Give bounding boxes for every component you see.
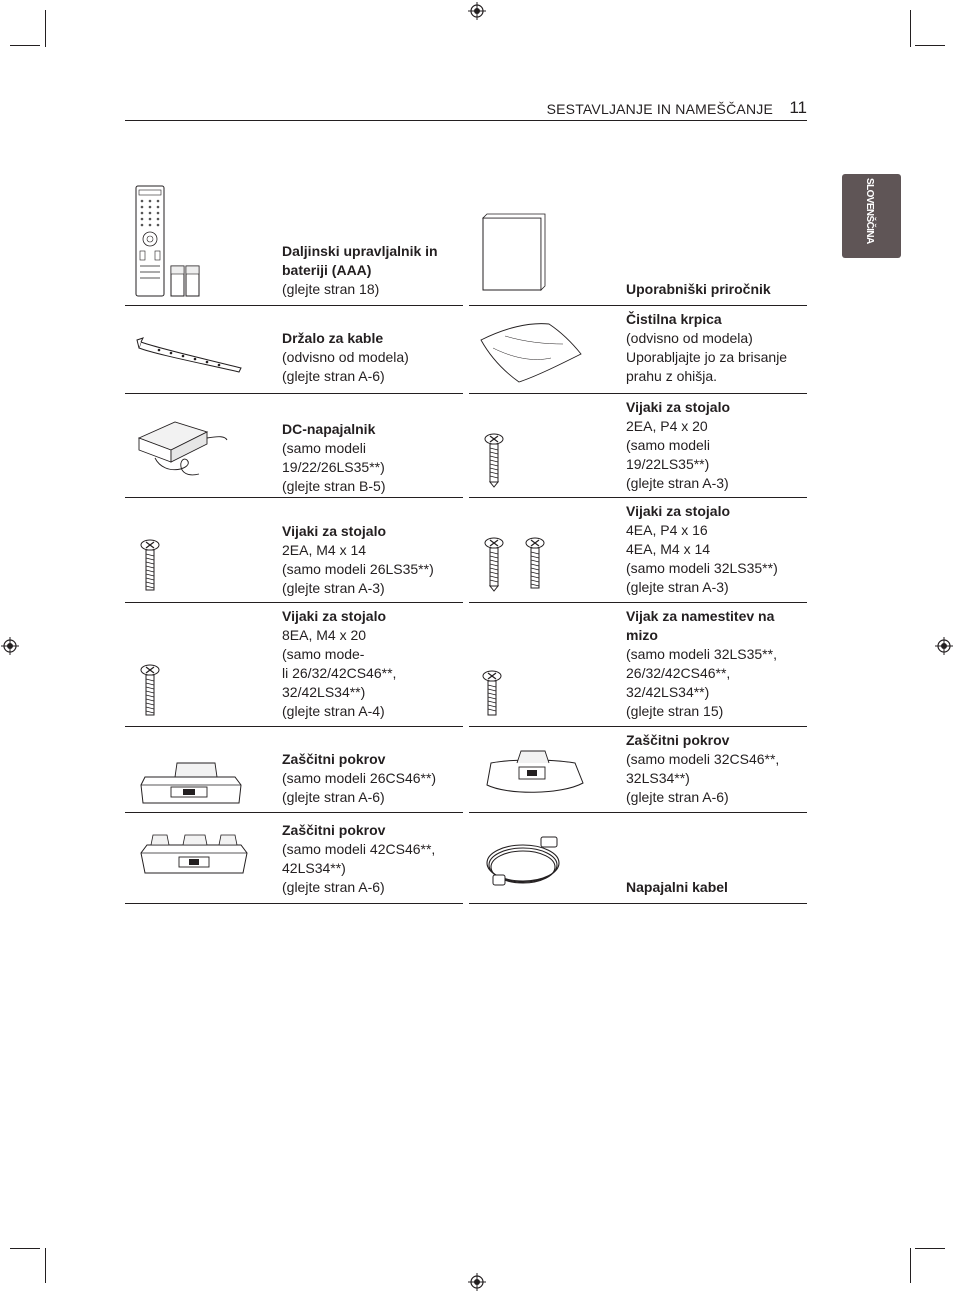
language-tab xyxy=(842,174,901,258)
registration-mark-icon xyxy=(468,2,486,20)
crop-mark xyxy=(910,1248,911,1283)
item-text xyxy=(626,607,806,721)
cleaning-cloth-icon xyxy=(475,318,587,386)
item-detail-line: (odvisno od modela) xyxy=(626,330,753,346)
item-title: Zaščitni pokrov xyxy=(282,822,386,838)
item-detail-line: prahu z ohišja. xyxy=(626,368,718,384)
item-detail-line: 4EA, P4 x 16 xyxy=(626,522,708,538)
accessory-item-stand-screws-p4x20 xyxy=(469,394,807,498)
registration-mark-icon xyxy=(468,1273,486,1291)
item-title: Vijaki za stojalo xyxy=(282,523,387,539)
item-text xyxy=(626,502,806,597)
crop-mark xyxy=(915,45,945,46)
item-title: Vijaki za stojalo xyxy=(626,399,731,415)
item-detail-line: (odvisno od modela) xyxy=(282,349,409,365)
accessory-item-stand-screws-m4x20 xyxy=(125,603,463,727)
item-detail-line: (glejte stran A-3) xyxy=(626,475,729,491)
screw-icon xyxy=(481,669,503,719)
protection-cover-icon xyxy=(139,831,249,883)
item-text xyxy=(626,731,806,807)
registration-mark-icon xyxy=(935,637,953,655)
item-detail-line: (samo modeli xyxy=(282,440,367,456)
screw-icon xyxy=(524,536,546,592)
cable-holder-icon xyxy=(135,326,247,376)
item-detail-line: (glejte stran 18) xyxy=(282,281,380,297)
accessory-item-power-cord xyxy=(469,813,807,904)
accessory-item-dc-adapter xyxy=(125,394,463,498)
item-detail-line: (glejte stran A-6) xyxy=(282,879,385,895)
item-title: Vijaki za stojalo xyxy=(282,608,387,624)
item-detail-line: (glejte stran A-6) xyxy=(282,368,385,384)
item-detail-line: (samo modeli 26CS46**) xyxy=(282,770,437,786)
accessory-item-protection-cover-26 xyxy=(125,727,463,813)
crop-mark xyxy=(10,45,40,46)
item-detail-line: 19/22LS35**) xyxy=(626,456,710,472)
item-text xyxy=(282,750,462,807)
item-detail-line: (samo modeli 32CS46**, xyxy=(626,751,780,767)
manual-book-icon xyxy=(477,212,547,294)
section-title: SESTAVLJANJE IN NAMEŠČANJE xyxy=(546,101,773,117)
item-detail-line: 32LS34**) xyxy=(626,770,690,786)
item-title: bateriji (AAA) xyxy=(282,262,372,278)
power-cord-icon xyxy=(483,831,573,893)
item-text xyxy=(282,420,462,496)
crop-mark xyxy=(910,10,911,47)
accessory-item-stand-screws-p4x16 xyxy=(469,498,807,603)
item-detail-line: 2EA, M4 x 14 xyxy=(282,542,367,558)
item-text xyxy=(282,607,462,721)
item-detail-line: 26/32/42CS46**, xyxy=(626,665,731,681)
item-text xyxy=(282,242,462,299)
accessory-item-stand-screws-m4x14 xyxy=(125,498,463,603)
item-title: Daljinski upravljalnik in xyxy=(282,243,438,259)
item-detail-line: (glejte stran 15) xyxy=(626,703,724,719)
item-title: Napajalni kabel xyxy=(626,879,728,895)
protection-cover-icon xyxy=(139,757,243,807)
accessory-item-remote xyxy=(125,180,463,306)
item-detail-line: li 26/32/42CS46**, xyxy=(282,665,397,681)
item-detail-line: (samo modeli 32LS35**) xyxy=(626,560,778,576)
accessory-item-cleaning-cloth xyxy=(469,306,807,394)
page-header xyxy=(125,98,807,121)
item-detail-line: (glejte stran A-6) xyxy=(626,789,729,805)
item-title: Vijak za namestitev na xyxy=(626,608,775,624)
item-title: Držalo za kable xyxy=(282,330,384,346)
screw-icon xyxy=(483,432,505,488)
accessory-item-protection-cover-42 xyxy=(125,813,463,904)
item-detail-line: (glejte stran B-5) xyxy=(282,478,386,494)
crop-mark xyxy=(10,1248,40,1249)
item-text xyxy=(626,310,806,386)
item-detail-line: 19/22/26LS35**) xyxy=(282,459,385,475)
item-detail-line: (glejte stran A-6) xyxy=(282,789,385,805)
item-detail-line: Uporabljajte jo za brisanje xyxy=(626,349,788,365)
screw-icon xyxy=(139,663,161,719)
item-detail-line: (glejte stran A-3) xyxy=(626,579,729,595)
item-detail-line: (glejte stran A-3) xyxy=(282,580,385,596)
remote-control-icon xyxy=(133,184,213,299)
screw-icon xyxy=(139,538,161,594)
language-tab-label: SLOVENŠČINA xyxy=(864,178,875,244)
item-title: Zaščitni pokrov xyxy=(282,751,386,767)
item-title: Uporabniški priročnik xyxy=(626,281,771,297)
item-detail-line: (samo modeli xyxy=(626,437,711,453)
item-detail-line: 2EA, P4 x 20 xyxy=(626,418,708,434)
item-text xyxy=(626,878,806,897)
page-number: 11 xyxy=(789,98,807,117)
registration-mark-icon xyxy=(1,637,19,655)
accessory-item-cable-holder xyxy=(125,306,463,394)
item-text xyxy=(282,522,462,598)
crop-mark xyxy=(45,1248,46,1283)
item-detail-line: (samo modeli 42CS46**, xyxy=(282,841,436,857)
item-detail-line: 4EA, M4 x 14 xyxy=(626,541,711,557)
item-text xyxy=(626,280,806,299)
accessory-item-protection-cover-32 xyxy=(469,727,807,813)
item-detail-line: 42LS34**) xyxy=(282,860,346,876)
item-title: mizo xyxy=(626,627,658,643)
item-title: Čistilna krpica xyxy=(626,311,722,327)
item-text xyxy=(282,821,462,897)
item-text xyxy=(626,398,806,493)
accessory-item-manual xyxy=(469,180,807,306)
item-title: Vijaki za stojalo xyxy=(626,503,731,519)
item-detail-line: (samo modeli 32LS35**, xyxy=(626,646,777,662)
item-detail-line: (samo modeli 26LS35**) xyxy=(282,561,434,577)
item-detail-line: 8EA, M4 x 20 xyxy=(282,627,367,643)
item-title: DC-napajalnik xyxy=(282,421,376,437)
item-detail-line: (samo mode- xyxy=(282,646,365,662)
screw-icon xyxy=(483,536,505,592)
dc-adapter-icon xyxy=(135,408,231,488)
item-detail-line: 32/42LS34**) xyxy=(282,684,366,700)
crop-mark xyxy=(45,10,46,47)
item-detail-line: (glejte stran A-4) xyxy=(282,703,385,719)
protection-cover-icon xyxy=(481,745,585,801)
accessory-item-desk-mount-screw xyxy=(469,603,807,727)
crop-mark xyxy=(915,1248,945,1249)
item-text xyxy=(282,329,462,386)
item-detail-line: 32/42LS34**) xyxy=(626,684,710,700)
item-title: Zaščitni pokrov xyxy=(626,732,730,748)
